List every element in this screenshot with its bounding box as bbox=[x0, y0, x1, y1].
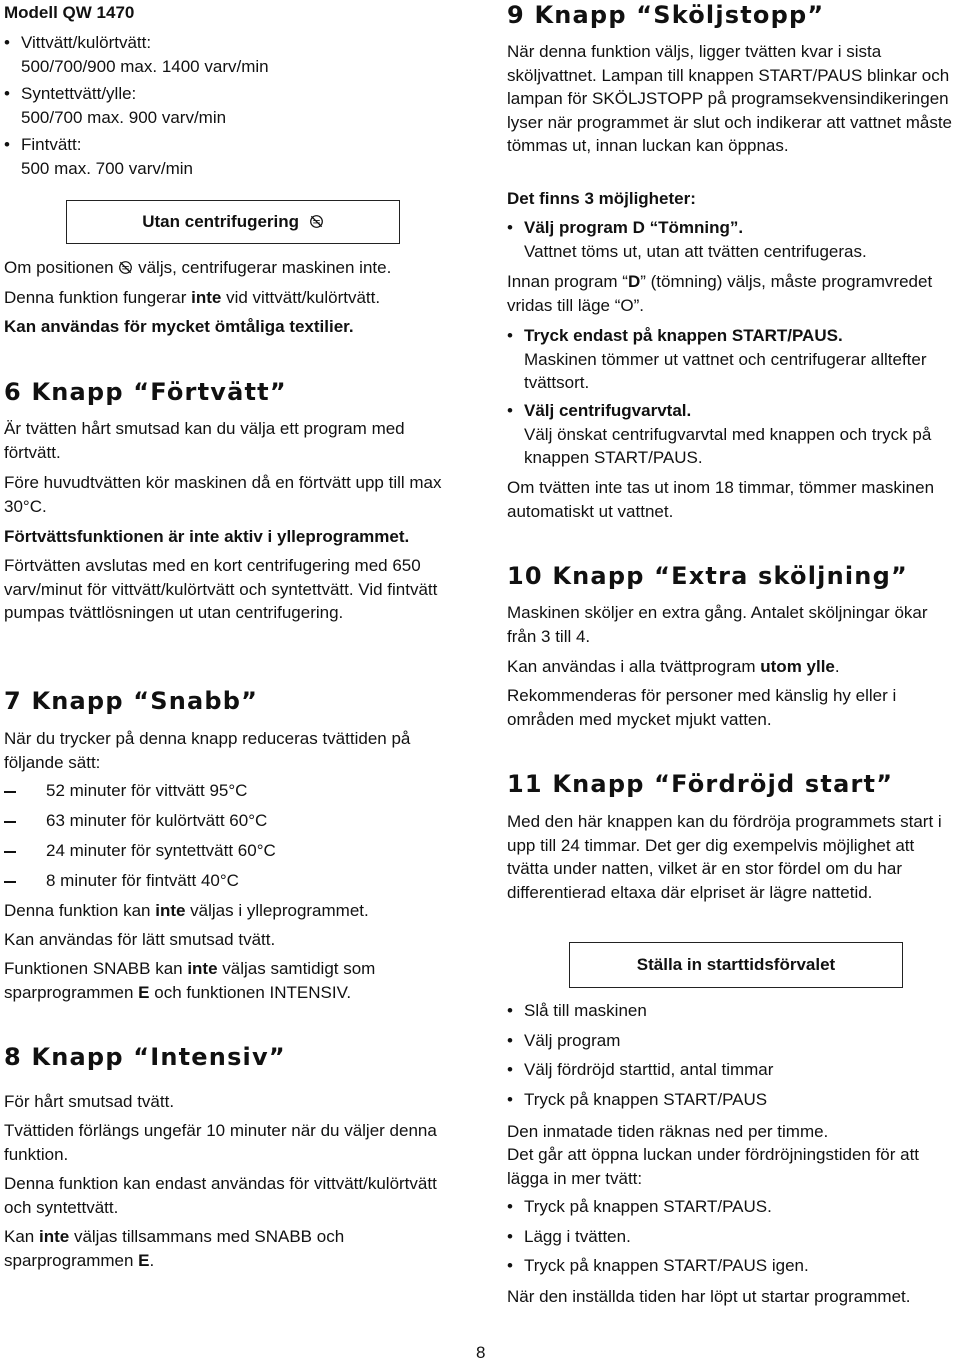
no-spin-text-3: Kan användas för mycket ömtåliga textilier. bbox=[4, 317, 354, 336]
prewash-p1: Är tvätten hårt smutsad kan du välja ett program med förtvätt. bbox=[4, 419, 405, 462]
delayed-start-p1: Med den här knappen kan du fördröja programmets start i upp till 24 timmar. Det ger dig exempelvis möjlighet att tvätta under natten, vilket är en stor fördel om du har differentierad eltaxa där elpriset är lägre nattetid. bbox=[507, 812, 942, 902]
rinse-hold-subheading: Det finns 3 möjligheter: bbox=[507, 189, 696, 208]
heading-intensive: 8 Knapp “Intensiv” bbox=[4, 1043, 286, 1071]
no-spin-text-2: Denna funktion fungerar inte vid vittvätt/kulörtvätt. bbox=[4, 288, 381, 307]
delayed-start-p2: Den inmatade tiden räknas ned per timme. bbox=[507, 1122, 829, 1141]
list-item: • Slå till maskinen bbox=[507, 999, 959, 1023]
quick-p2: Denna funktion kan inte väljas i ylleprogrammet. bbox=[4, 901, 369, 920]
list-item: • Syntettvätt/ylle: 500/700 max. 900 varv/min bbox=[4, 82, 466, 129]
no-spin-icon bbox=[309, 214, 324, 229]
delayed-start-p4: När den inställda tiden har löpt ut startar programmet. bbox=[507, 1287, 911, 1306]
delayed-start-p3: Det går att öppna luckan under fördröjningstiden för att lägga in mer tvätt: bbox=[507, 1145, 920, 1188]
list-item: • Vittvätt/kulörtvätt: 500/700/900 max. 1400 varv/min bbox=[4, 31, 466, 78]
no-spin-text: Om positionen väljs, centrifugerar maskinen inte. bbox=[4, 258, 392, 277]
extra-rinse-p3: Rekommenderas för personer med känslig hy eller i områden med mycket mjukt vatten. bbox=[507, 686, 897, 729]
heading-extra-rinse: 10 Knapp “Extra sköljning” bbox=[507, 562, 908, 590]
prewash-p2: Före huvudtvätten kör maskinen då en förtvätt upp till max 30°C. bbox=[4, 473, 442, 516]
no-spin-icon bbox=[118, 260, 133, 275]
list-item: 52 minuter för vittvätt 95°C bbox=[4, 779, 466, 803]
add-laundry-steps bbox=[507, 1195, 959, 1278]
heading-delayed-start: 11 Knapp “Fördröjd start” bbox=[507, 770, 894, 798]
prewash-p4: Förtvätten avslutas med en kort centrifugering med 650 varv/minut för vittvätt/kulörtvätt och syntettvätt. Vid fintvätt pumpas tvättlösningen ut utan centrifugering. bbox=[4, 556, 438, 622]
list-item: 8 minuter för fintvätt 40°C bbox=[4, 869, 466, 893]
rinse-hold-option-2 bbox=[507, 324, 959, 395]
list-item: • Tryck endast på knappen START/PAUS. Maskinen tömmer ut vattnet och centrifugerar alltefter tvättsort. bbox=[507, 324, 959, 395]
list-item: • Tryck på knappen START/PAUS. bbox=[507, 1195, 959, 1219]
heading-prewash: 6 Knapp “Förtvätt” bbox=[4, 378, 287, 406]
list-item: • Välj program bbox=[507, 1029, 959, 1053]
list-item: • Tryck på knappen START/PAUS igen. bbox=[507, 1254, 959, 1278]
quick-times-list bbox=[4, 779, 466, 893]
list-item: • Välj centrifugvarvtal. Välj önskat centrifugvarvtal med knappen och tryck på knappen START/PAUS. bbox=[507, 399, 959, 470]
quick-p1: När du trycker på denna knapp reduceras tvättiden på följande sätt: bbox=[4, 729, 411, 772]
set-delay-box: Ställa in starttidsförvalet bbox=[569, 942, 903, 988]
intensive-p3: Denna funktion kan endast användas för vittvätt/kulörtvätt och syntettvätt. bbox=[4, 1174, 437, 1217]
rinse-hold-p1: När denna funktion väljs, ligger tvätten kvar i sista sköljvattnet. Lampan till knappen START/PAUS blinkar och lampan för SKÖLJSTOPP på programsekvensindikeringen lyser när programmet är slut och indikerar att vattnet måste tömmas ut, innan luckan kan öppnas. bbox=[507, 42, 953, 155]
extra-rinse-p1: Maskinen sköljer en extra gång. Antalet sköljningar ökar från 3 till 4. bbox=[507, 603, 928, 646]
rinse-hold-p2: Om tvätten inte tas ut inom 18 timmar, tömmer maskinen automatiskt ut vattnet. bbox=[507, 478, 935, 521]
rinse-hold-option-1 bbox=[507, 216, 959, 263]
list-item: • Välj program D “Tömning”. Vattnet töms ut, utan att tvätten centrifugeras. bbox=[507, 216, 959, 263]
heading-quick: 7 Knapp “Snabb” bbox=[4, 687, 259, 715]
spin-speed-list bbox=[4, 31, 466, 180]
list-item: 24 minuter för syntettvätt 60°C bbox=[4, 839, 466, 863]
rinse-hold-note: Innan program “D” (tömning) väljs, måste programvredet vridas till läge “O”. bbox=[507, 272, 933, 315]
list-item: • Tryck på knappen START/PAUS bbox=[507, 1088, 959, 1112]
no-spin-box: Utan centrifugering bbox=[66, 200, 400, 244]
list-item: 63 minuter för kulörtvätt 60°C bbox=[4, 809, 466, 833]
quick-p4: Funktionen SNABB kan inte väljas samtidigt som sparprogrammen E och funktionen INTENSIV. bbox=[4, 959, 376, 1002]
page-number: 8 bbox=[476, 1343, 486, 1362]
prewash-p3: Förtvättsfunktionen är inte aktiv i ylleprogrammet. bbox=[4, 527, 410, 546]
rinse-hold-option-3 bbox=[507, 399, 959, 470]
quick-p3: Kan användas för lätt smutsad tvätt. bbox=[4, 930, 276, 949]
intensive-p1: För hårt smutsad tvätt. bbox=[4, 1092, 175, 1111]
intensive-p4: Kan inte väljas tillsammans med SNABB och sparprogrammen E. bbox=[4, 1227, 345, 1270]
list-item: • Fintvätt: 500 max. 700 varv/min bbox=[4, 133, 466, 180]
delayed-start-steps bbox=[507, 999, 959, 1111]
list-item: • Välj fördröjd starttid, antal timmar bbox=[507, 1058, 959, 1082]
heading-rinse-hold: 9 Knapp “Sköljstopp” bbox=[507, 1, 825, 29]
extra-rinse-p2: Kan användas i alla tvättprogram utom ylle. bbox=[507, 657, 840, 676]
model-title: Modell QW 1470 bbox=[4, 3, 135, 22]
intensive-p2: Tvättiden förlängs ungefär 10 minuter när du väljer denna funktion. bbox=[4, 1121, 437, 1164]
list-item: • Lägg i tvätten. bbox=[507, 1225, 959, 1249]
